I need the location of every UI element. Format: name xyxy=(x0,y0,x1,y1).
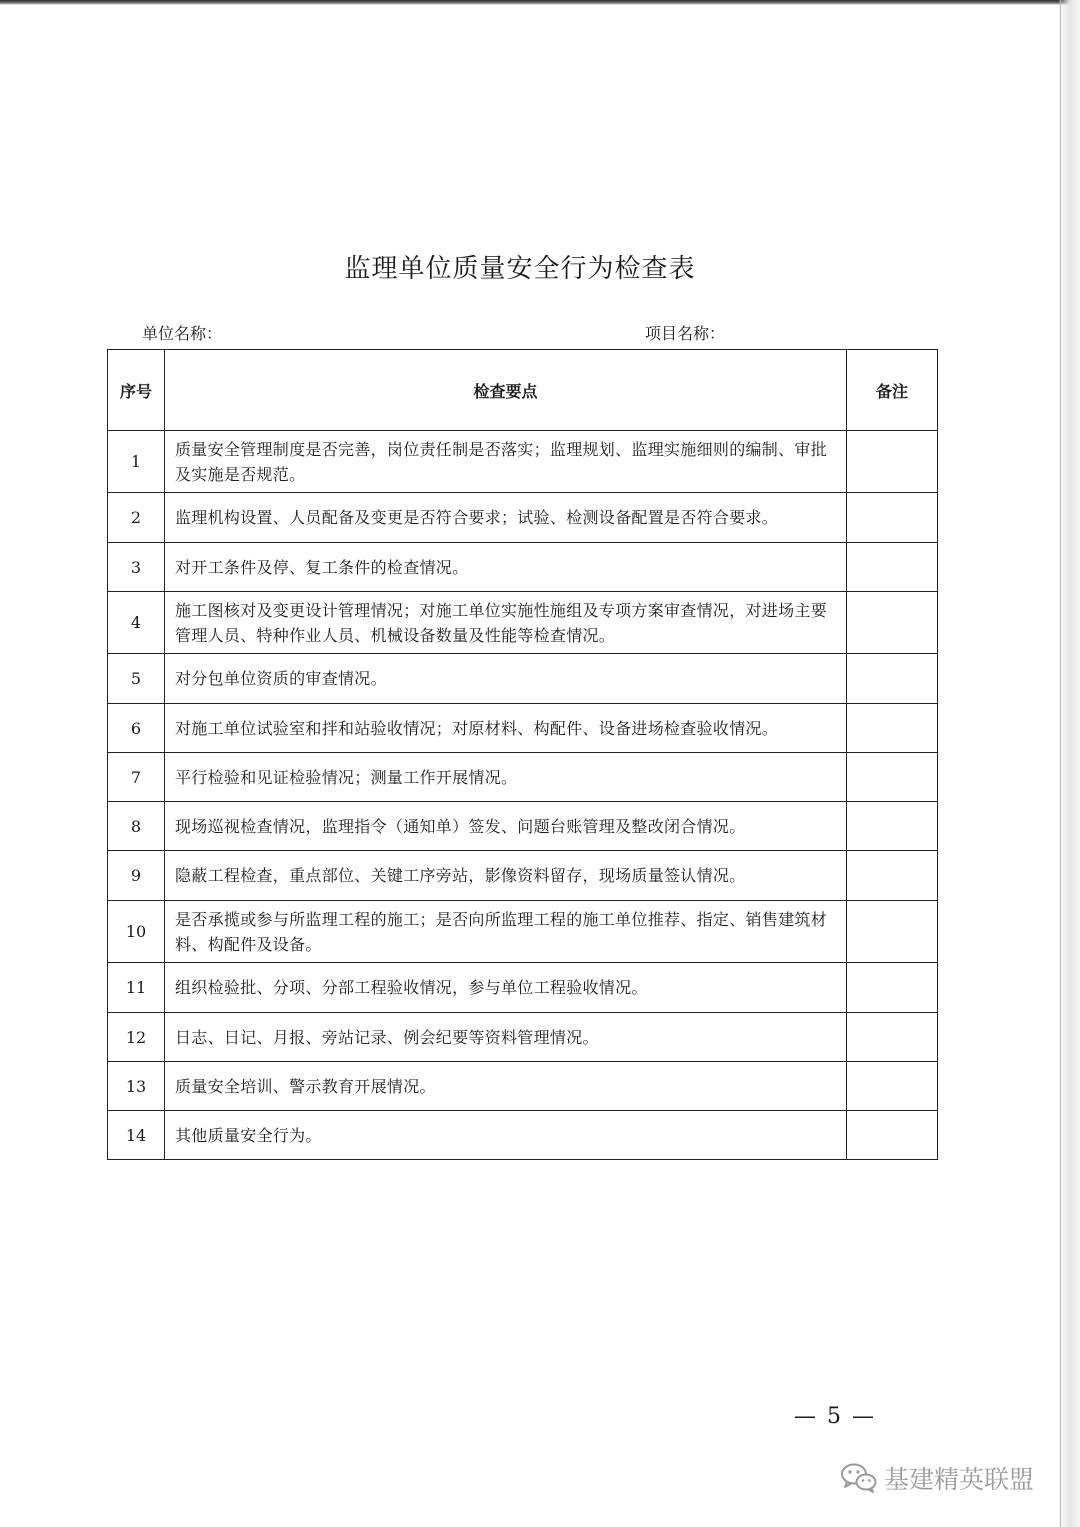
row-inspection-point: 平行检验和见证检验情况；测量工作开展情况。 xyxy=(165,753,847,802)
table-row xyxy=(108,1013,938,1062)
row-number: 10 xyxy=(108,901,165,963)
row-number: 4 xyxy=(108,592,165,654)
header-inspection-points: 检查要点 xyxy=(165,350,847,431)
row-number: 6 xyxy=(108,704,165,753)
header-remarks: 备注 xyxy=(847,350,938,431)
row-number: 14 xyxy=(108,1111,165,1160)
scan-edge-top xyxy=(0,0,1080,5)
row-inspection-point: 组织检验批、分项、分部工程验收情况，参与单位工程验收情况。 xyxy=(165,963,847,1013)
row-number: 3 xyxy=(108,543,165,592)
row-remark xyxy=(847,753,938,802)
table-row xyxy=(108,704,938,753)
table-row xyxy=(108,963,938,1013)
table-header-row xyxy=(108,350,938,431)
row-remark xyxy=(847,704,938,753)
table-row xyxy=(108,1111,938,1160)
row-inspection-point: 其他质量安全行为。 xyxy=(165,1111,847,1160)
row-number: 13 xyxy=(108,1062,165,1111)
row-inspection-point: 现场巡视检查情况，监理指令（通知单）签发、问题台账管理及整改闭合情况。 xyxy=(165,802,847,851)
table-row xyxy=(108,654,938,704)
row-inspection-point: 质量安全培训、警示教育开展情况。 xyxy=(165,1062,847,1111)
row-inspection-point: 对开工条件及停、复工条件的检查情况。 xyxy=(165,543,847,592)
table-row xyxy=(108,753,938,802)
table-row xyxy=(108,493,938,543)
row-inspection-point: 隐蔽工程检查，重点部位、关键工序旁站，影像资料留存，现场质量签认情况。 xyxy=(165,851,847,901)
row-number: 5 xyxy=(108,654,165,704)
scan-edge-right-line xyxy=(1060,0,1061,1527)
row-number: 2 xyxy=(108,493,165,543)
watermark-text: 基建精英联盟 xyxy=(884,1465,1035,1494)
row-inspection-point: 监理机构设置、人员配备及变更是否符合要求；试验、检测设备配置是否符合要求。 xyxy=(165,493,847,543)
row-number: 11 xyxy=(108,963,165,1013)
row-inspection-point: 是否承揽或参与所监理工程的施工；是否向所监理工程的施工单位推荐、指定、销售建筑材料、构配件及设备。 xyxy=(165,901,847,963)
table-row xyxy=(108,543,938,592)
page-number: — 5 — xyxy=(794,1404,876,1429)
row-inspection-point: 对施工单位试验室和拌和站验收情况；对原材料、构配件、设备进场检查验收情况。 xyxy=(165,704,847,753)
row-remark xyxy=(847,1013,938,1062)
row-remark xyxy=(847,802,938,851)
header-serial-number: 序号 xyxy=(108,350,165,431)
table-row xyxy=(108,901,938,963)
row-remark xyxy=(847,851,938,901)
unit-name-label: 单位名称： xyxy=(142,324,223,343)
table-row xyxy=(108,851,938,901)
row-remark xyxy=(847,431,938,493)
row-number: 1 xyxy=(108,431,165,493)
row-number: 12 xyxy=(108,1013,165,1062)
wechat-icon xyxy=(840,1462,878,1494)
row-number: 7 xyxy=(108,753,165,802)
table-row xyxy=(108,1062,938,1111)
watermark xyxy=(840,1460,1034,1496)
scan-edge-right xyxy=(1058,0,1080,1527)
row-remark xyxy=(847,901,938,963)
table-row xyxy=(108,592,938,654)
document-title: 监理单位质量安全行为检查表 xyxy=(344,254,696,284)
row-remark xyxy=(847,963,938,1013)
row-remark xyxy=(847,493,938,543)
row-inspection-point: 日志、日记、月报、旁站记录、例会纪要等资料管理情况。 xyxy=(165,1013,847,1062)
row-number: 8 xyxy=(108,802,165,851)
table-row xyxy=(108,802,938,851)
inspection-table xyxy=(107,349,938,1160)
row-remark xyxy=(847,1111,938,1160)
row-number: 9 xyxy=(108,851,165,901)
table-row xyxy=(108,431,938,493)
row-remark xyxy=(847,654,938,704)
row-remark xyxy=(847,543,938,592)
project-name-label: 项目名称： xyxy=(645,324,726,343)
row-inspection-point: 质量安全管理制度是否完善，岗位责任制是否落实；监理规划、监理实施细则的编制、审批及实施是否规范。 xyxy=(165,431,847,493)
row-inspection-point: 对分包单位资质的审查情况。 xyxy=(165,654,847,704)
row-remark xyxy=(847,1062,938,1111)
row-remark xyxy=(847,592,938,654)
row-inspection-point: 施工图核对及变更设计管理情况；对施工单位实施性施组及专项方案审查情况，对进场主要管理人员、特种作业人员、机械设备数量及性能等检查情况。 xyxy=(165,592,847,654)
